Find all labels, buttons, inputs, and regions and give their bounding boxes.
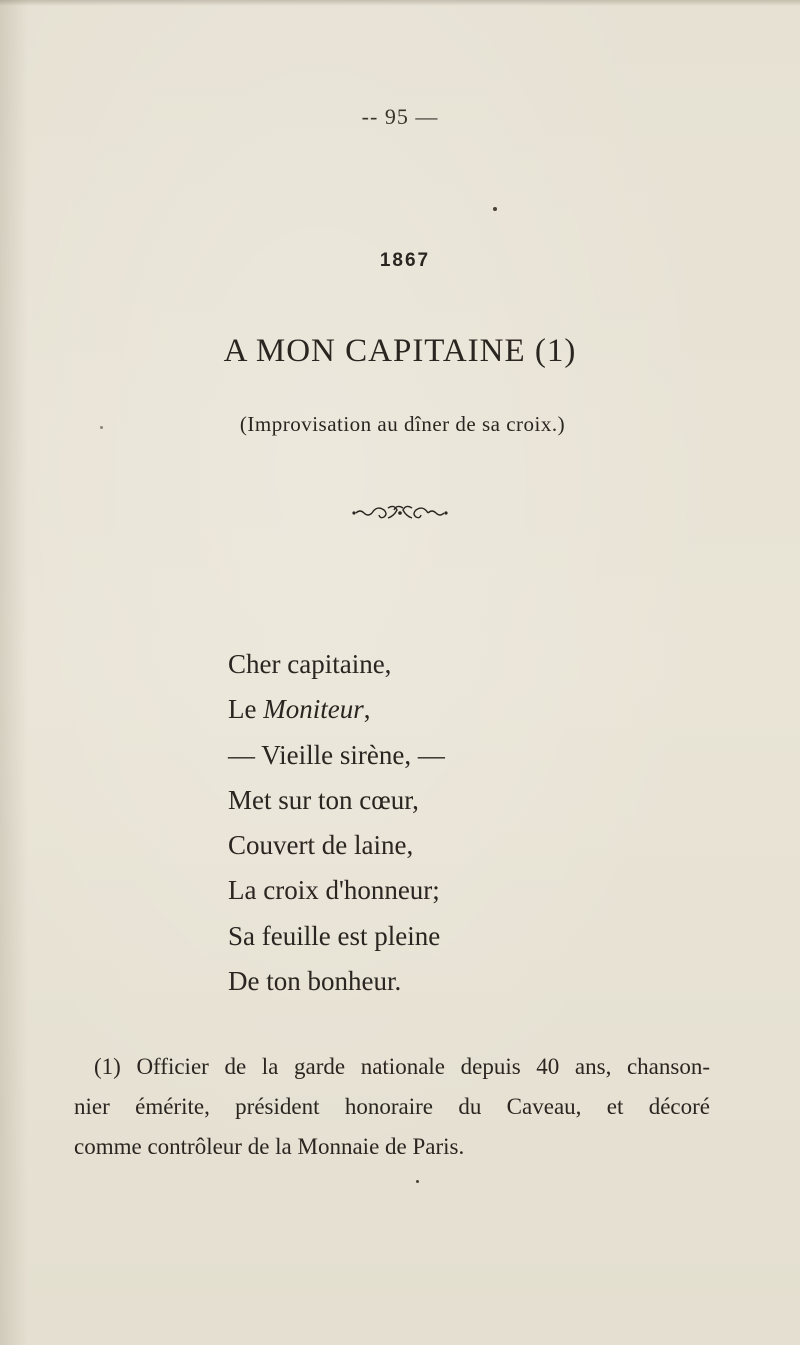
footnote bbox=[74, 1047, 710, 1167]
poem-verse-4: Met sur ton cœur, bbox=[228, 784, 419, 815]
poem-verse-7: Sa feuille est pleine bbox=[228, 920, 441, 951]
footnote-line-2: nier émérite, président honoraire du Caveau, et décoré bbox=[74, 1094, 710, 1119]
poem-subtitle: (Improvisation au dîner de sa croix.) bbox=[239, 412, 566, 436]
poem-verse-5: Couvert de laine, bbox=[228, 830, 414, 861]
paper-speck bbox=[493, 207, 497, 211]
poem-verse-2-end: , bbox=[363, 694, 371, 725]
poem-verse-6: La croix d'honneur; bbox=[228, 875, 440, 906]
decorative-fleuron-icon bbox=[350, 500, 450, 526]
page-top-edge bbox=[0, 0, 800, 6]
poem-verse-2 bbox=[228, 687, 588, 732]
page-number: -- 95 — bbox=[361, 104, 439, 129]
poem-body bbox=[228, 642, 588, 1004]
poem-verse-1: Cher capitaine, bbox=[228, 649, 392, 679]
poem-verse-8: De ton bonheur. bbox=[228, 966, 402, 997]
poem-verse-2-start: Le bbox=[228, 694, 264, 725]
binding-shadow bbox=[0, 0, 28, 1345]
poem-title: A MON CAPITAINE (1) bbox=[223, 333, 577, 369]
footnote-line-1: (1) Officier de la garde nationale depuis 40 ans, chanson- bbox=[94, 1054, 710, 1079]
year-heading: 1867 bbox=[379, 250, 431, 271]
paper-speck bbox=[416, 1180, 419, 1183]
poem-verse-2-italic-title: Moniteur bbox=[263, 694, 364, 725]
poem-verse-3: — Vieille sirène, — bbox=[228, 739, 445, 770]
paper-speck bbox=[100, 426, 103, 429]
footnote-line-3: comme contrôleur de la Monnaie de Paris. bbox=[74, 1134, 465, 1159]
